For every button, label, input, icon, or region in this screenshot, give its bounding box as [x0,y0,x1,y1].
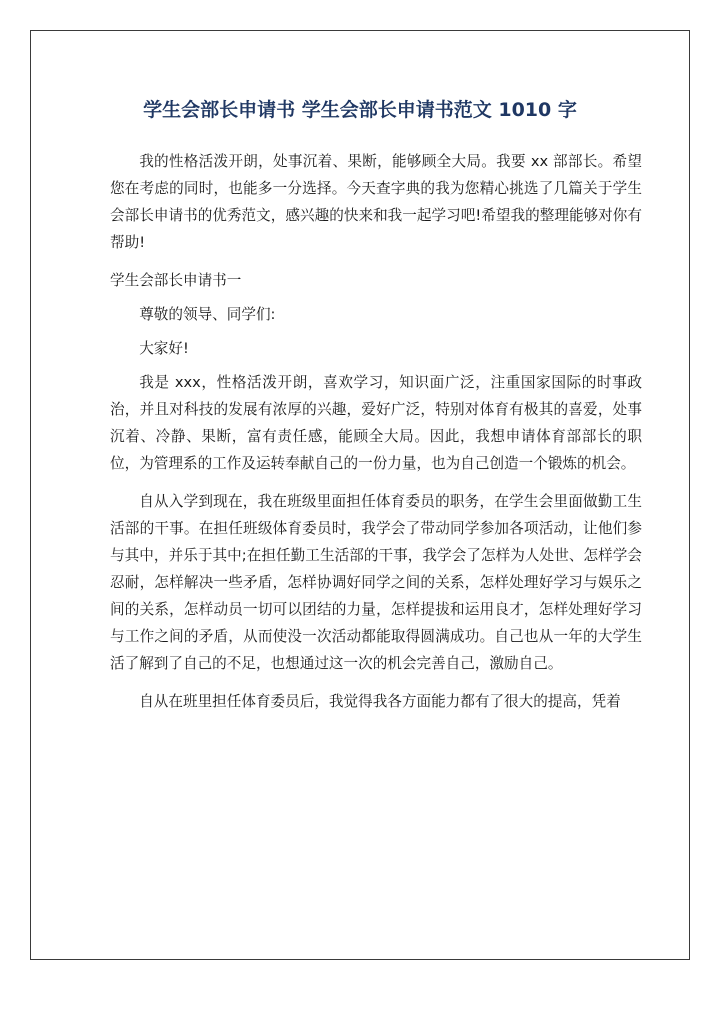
document-body [110,148,642,726]
paragraph-continuation: 自从在班里担任体育委员后，我觉得我各方面能力都有了很大的提高，凭着 [139,693,621,710]
paragraph-salutation: 尊敬的领导、同学们: [139,306,276,323]
paragraph-greeting: 大家好! [139,340,189,357]
paragraph-intro: 我的性格活泼开朗，处事沉着、果断，能够顾全大局。我要 xx 部部长。希望您在考虑的同时，也能多一分选择。今天查字典的我为您精心挑选了几篇关于学生会部长申请书的优秀范文，感兴趣的快来和我一起学习吧!希望我的整理能够对你有帮助! [110,153,642,251]
paragraph-experience: 自从入学到现在，我在班级里面担任体育委员的职务，在学生会里面做勤工生活部的干事。在担任班级体育委员时，我学会了带动同学参加各项活动，让他们参与其中，并乐于其中;在担任勤工生活部的干事，我学会了怎样为人处世、怎样学会忍耐，怎样解决一些矛盾，怎样协调好同学之间的关系，怎样处理好学习与娱乐之间的关系，怎样动员一切可以团结的力量，怎样提拔和运用良才，怎样处理好学习与工作之间的矛盾，从而使没一次活动都能取得圆满成功。自己也从一年的大学生活了解到了自己的不足，也想通过这一次的机会完善自己，激励自己。 [110,493,642,672]
document-title: 学生会部长申请书 学生会部长申请书范文 1010 字 [143,99,577,121]
section-heading: 学生会部长申请书一 [110,272,242,289]
document-page [30,30,690,960]
paragraph-self-intro: 我是 xxx，性格活泼开朗，喜欢学习，知识面广泛，注重国家国际的时事政治，并且对科技的发展有浓厚的兴趣，爱好广泛，特别对体育有极其的喜爱，处事沉着、冷静、果断，富有责任感，能顾全大局。因此，我想申请体育部部长的职位，为管理系的工作及运转奉献自己的一份力量，也为自己创造一个锻炼的机会。 [110,374,642,472]
